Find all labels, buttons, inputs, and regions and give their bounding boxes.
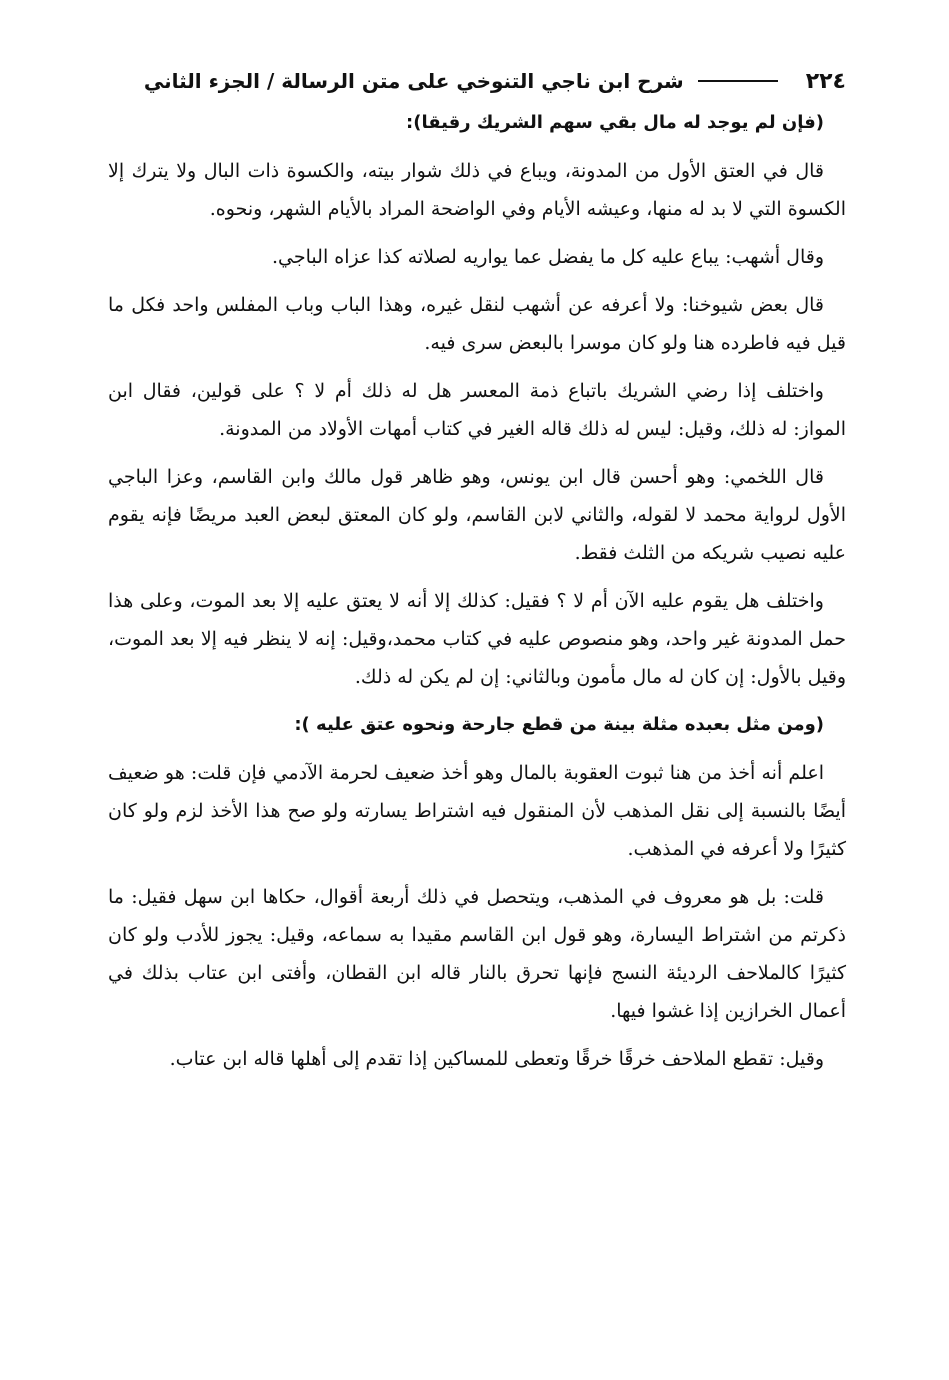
paragraph: قال اللخمي: وهو أحسن قال ابن يونس، وهو ظاهر قول مالك وابن القاسم، وعزا الباجي الأول لرواية محمد لا لقوله، والثاني لابن القاسم، ولو كان المعتق لبعض العبد مريضًا فإنه يقوم عليه نصيب شريكه من الثلث فقط. (108, 466, 846, 564)
header-rule (698, 80, 778, 82)
paragraph: وقيل: تقطع الملاحف خرقًا خرقًا وتعطى للمساكين إذا تقدم إلى أهلها قاله ابن عتاب. (169, 1048, 824, 1070)
page-body (108, 104, 846, 1078)
section-heading: (ومن مثل بعبده مثلة بينة من قطع جارحة ونحوه عتق عليه ): (294, 714, 824, 735)
page-number: ٢٢٤ (805, 68, 846, 94)
paragraph: قال في العتق الأول من المدونة، ويباع في ذلك شوار بيته، والكسوة ذات البال ولا يترك إلا الكسوة التي لا بد له منها، وعيشه الأيام وفي الواضحة المراد بالأيام الشهر، ونحوه. (108, 160, 846, 220)
book-page (108, 60, 846, 1088)
paragraph: اعلم أنه أخذ من هنا ثبوت العقوبة بالمال وهو أخذ ضعيف لحرمة الآدمي فإن قلت: هو ضعيف أيضًا بالنسبة إلى نقل المذهب لأن المنقول فيه اشتراط يسارته ولو صح هذا الأخذ لزم ولو كان كثيرًا ولا أعرفه في المذهب. (108, 762, 846, 860)
paragraph: واختلف إذا رضي الشريك باتباع ذمة المعسر هل له ذلك أم لا ؟ على قولين، فقال ابن المواز: له ذلك، وقيل: ليس له ذلك قاله الغير في كتاب أمهات الأولاد من المدونة. (108, 380, 846, 440)
paragraph: قلت: بل هو معروف في المذهب، ويتحصل في ذلك أربعة أقوال، حكاها ابن سهل فقيل: ما ذكرتم من اشتراط اليسارة، وهو قول ابن القاسم مقيدا به سماعه، وقيل: يجوز للأدب ولو كان كثيرًا كالملاحف الرديئة النسج فإنها تحرق بالنار قاله ابن القطان، وأفتى ابن عتاب بذلك في أعمال الخرازين إذا غشوا فيها. (108, 886, 846, 1022)
paragraph: قال بعض شيوخنا: ولا أعرفه عن أشهب لنقل غيره، وهذا الباب وباب المفلس واحد فكل ما قيل فيه فاطرده هنا ولو كان موسرا بالبعض سرى فيه. (108, 294, 846, 354)
running-title: شرح ابن ناجي التنوخي على متن الرسالة / الجزء الثاني (143, 69, 684, 93)
section-heading: (فإن لم يوجد له مال بقي سهم الشريك رقيقا): (406, 112, 824, 133)
page-header (108, 60, 846, 102)
paragraph: وقال أشهب: يباع عليه كل ما يفضل عما يواريه لصلاته كذا عزاه الباجي. (272, 246, 824, 268)
paragraph: واختلف هل يقوم عليه الآن أم لا ؟ فقيل: كذلك إلا أنه لا يعتق عليه إلا بعد الموت، وعلى هذا حمل المدونة غير واحد، وهو منصوص عليه في كتاب محمد،وقيل: إنه لا ينظر فيه إلا بعد الموت، وقيل بالأول: إن كان له مال مأمون وبالثاني: إن لم يكن له ذلك. (108, 590, 846, 688)
